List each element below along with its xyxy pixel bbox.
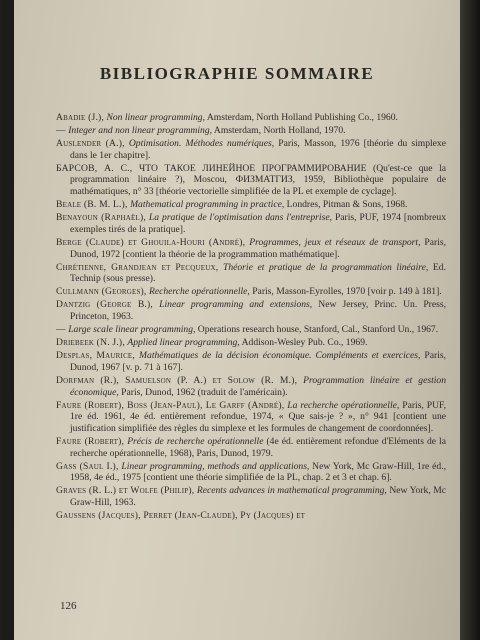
- entry-author: БАРСОВ, А. С.,: [56, 162, 133, 174]
- entry-details: Addison-Wesley Pub. Co., 1969.: [239, 337, 368, 349]
- entry-title: Théorie et pratique de la programmation linéaire,: [222, 261, 429, 273]
- bibliography-entry: [56, 375, 446, 398]
- entry-title: Programmation linéaire et gestion économique,: [70, 374, 446, 398]
- bibliography-entry: [56, 436, 446, 459]
- entry-title: Optimisation. Méthodes numériques,: [128, 138, 275, 150]
- entry-author: Beale (B. M. L.),: [56, 199, 128, 211]
- bibliography-list: [56, 112, 446, 523]
- page-title: BIBLIOGRAPHIE SOMMAIRE: [99, 64, 375, 83]
- entry-title: La pratique de l'optimisation dans l'entreprise,: [148, 212, 332, 224]
- entry-author: Driebeek (N. J.),: [56, 337, 125, 349]
- bibliography-entry: [56, 286, 446, 298]
- entry-title: Linear programming and extensions,: [159, 299, 313, 311]
- bibliography-entry: [56, 485, 446, 508]
- entry-details: Paris, Masson, 1976 [théorie du simplexe dans le 1er chapitre].: [70, 138, 446, 161]
- entry-title: Applied linear programming,: [127, 337, 240, 349]
- entry-details: ЧТО ТАКОЕ ЛИНЕЙНОЕ ПРОГРАММИРОВАНИЕ (Qu'est-ce que la programmation linéaire ?), Moscou, ФИЗМАТГИЗ, 1959, Bibliothèque populaire de mathématiques, n° 33 [théorie vectorielle simplifiée de la PL et exemple de cyclage].: [70, 162, 446, 198]
- entry-title: Integer and non linear programming,: [68, 125, 213, 137]
- entry-author: Gass (Saul I.),: [56, 460, 119, 472]
- entry-title: Mathematical programming in practice,: [130, 199, 285, 211]
- entry-details: Amsterdam, North Holland Publishing Co., 1960.: [204, 112, 398, 123]
- entry-title: Large scale linear programming,: [68, 324, 196, 336]
- entry-title: Mathématiques de la décision économique. Compléments et exercices,: [139, 350, 421, 362]
- entry-title: Recents advances in mathematical programming,: [196, 485, 387, 497]
- bibliography-entry: [56, 461, 446, 484]
- entry-details: Paris, Dunod, 1972 [contient la théorie de la programmation mathématique].: [70, 236, 447, 260]
- adjacent-page-edge: [460, 0, 480, 640]
- bibliography-entry: [56, 350, 446, 373]
- entry-details: Operations research house, Stanford, Cal., Stanford Un., 1967.: [195, 324, 439, 336]
- entry-title: Linear programming, methods and applications,: [121, 460, 310, 472]
- entry-author: Chrétienne, Grandjean et Pecqueux,: [56, 261, 219, 273]
- entry-title: Précis de recherche opérationnelle: [127, 435, 264, 447]
- entry-details: Paris, PUF, 1974 [nombreux exemples tirés de la pratique].: [70, 212, 446, 235]
- entry-title: Recherche opérationnelle,: [148, 286, 250, 298]
- bibliography-entry: [56, 138, 446, 161]
- entry-author: Dorfman (R.), Samuelson (P. A.) et Solow (R. M.),: [56, 374, 298, 386]
- entry-details: Paris, Masson-Eyrolles, 1970 [voir p. 149 à 181].: [249, 286, 442, 298]
- page-number: 126: [60, 600, 77, 612]
- bibliography-entry: [56, 337, 446, 349]
- bibliography-entry: [56, 237, 446, 260]
- bibliography-entry: [56, 324, 446, 336]
- entry-author: Auslender (A.),: [56, 138, 125, 150]
- bibliography-entry: [56, 163, 446, 198]
- entry-details: Paris, Dunod, 1962 (traduit de l'américain).: [118, 386, 288, 398]
- entry-details: Londres, Pitman & Sons, 1968.: [284, 199, 408, 211]
- entry-details: Paris, PUF, 1re éd. 1961, 4e éd. entièrement refondue, 1974, « Que sais-je ? », n° 941 [contient une justification simplifiée des règles du simplexe et les formules de changement de coordonnées].: [70, 399, 446, 434]
- entry-author: Dantzig (George B.),: [56, 299, 154, 311]
- entry-author: Graves (R. L.) et Wolfe (Philip),: [56, 485, 195, 497]
- entry-details: Paris, Dunod, 1967 [v. p. 71 à 167].: [70, 350, 446, 373]
- entry-details: New York, Mc Graw-Hill, 1963.: [70, 485, 446, 508]
- bibliography-entry: [56, 199, 446, 211]
- book-page: [14, 0, 460, 640]
- entry-author: Desplas, Maurice,: [56, 350, 136, 362]
- entry-author: Faure (Robert),: [56, 435, 125, 447]
- entry-title: Programmes, jeux et réseaux de transport,: [249, 236, 421, 248]
- bibliography-entry: [56, 212, 446, 235]
- bibliography-entry: [56, 510, 446, 522]
- entry-author: Faure (Robert), Boss (Jean-Paul), Le Garff (André),: [56, 399, 285, 411]
- entry-details: (4e éd. entièrement refondue d'Eléments de la recherche opérationnelle, 1968), Paris, Dunod, 1979.: [70, 435, 446, 459]
- entry-details: New York, Mc Graw-Hill, 1re éd., 1958, 4e éd., 1975 [contient une théorie simplifiée de la PL, chap. 2 et 3 et chap. 6].: [70, 460, 446, 484]
- entry-details: Ed. Technip (sous presse).: [70, 261, 446, 285]
- entry-title: La recherche opérationnelle,: [287, 399, 400, 411]
- entry-author: Cullmann (Georges),: [56, 286, 147, 298]
- entry-author: —: [56, 324, 66, 336]
- entry-author: Abadie (J.),: [56, 112, 105, 123]
- bibliography-entry: [56, 125, 446, 137]
- entry-title: Non linear programming,: [106, 112, 205, 123]
- entry-details: New Jersey, Princ. Un. Press, Princeton, 1963.: [70, 299, 446, 322]
- bibliography-entry: [56, 112, 446, 124]
- entry-author: Gaussens (Jacques), Perret (Jean-Claude), Py (Jacques) et: [56, 510, 306, 521]
- bibliography-entry: [56, 299, 446, 322]
- bibliography-entry: [56, 400, 446, 435]
- bibliography-entry: [56, 262, 446, 285]
- entry-author: —: [56, 125, 66, 137]
- entry-details: Amsterdam, North Holland, 1970.: [212, 125, 346, 137]
- entry-author: Berge (Claude) et Ghouila-Houri (André),: [56, 236, 246, 248]
- entry-author: Benayoun (Raphaël),: [56, 212, 146, 224]
